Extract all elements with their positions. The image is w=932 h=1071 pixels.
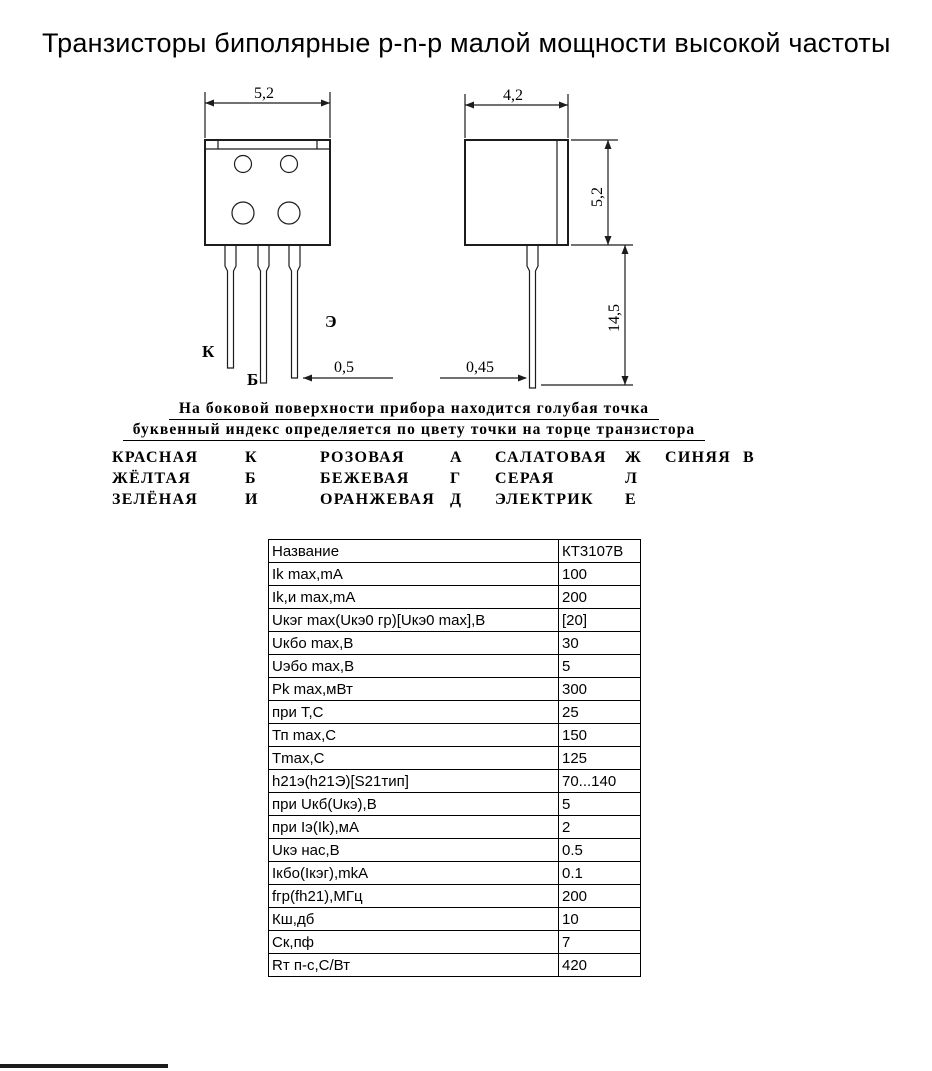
parameter-value: 200 (559, 586, 641, 609)
parameter-name: Iкбо(Iкэг),mkA (269, 862, 559, 885)
parameter-row (269, 540, 641, 563)
hole-circle (232, 202, 254, 224)
parameter-value: 150 (559, 724, 641, 747)
parameters-table (268, 539, 641, 977)
parameter-name: Ik max,mA (269, 563, 559, 586)
index-letter: Д (450, 491, 463, 508)
note-line (0, 399, 828, 420)
parameter-value: 200 (559, 885, 641, 908)
parameter-name: Название (269, 540, 559, 563)
parameter-name: при Uкб(Uкэ),В (269, 793, 559, 816)
parameter-name: Ik,и max,mA (269, 586, 559, 609)
color-name: БЕЖЕВАЯ (320, 470, 410, 487)
index-letter: А (450, 449, 463, 466)
parameter-name: fгр(fh21),МГц (269, 885, 559, 908)
parameter-row (269, 678, 641, 701)
emitter-pin-label: Э (325, 312, 337, 331)
index-letter: Л (625, 470, 639, 487)
color-code-table-body (112, 449, 793, 512)
parameter-row (269, 931, 641, 954)
hole-circle (278, 202, 300, 224)
index-letter: Ж (625, 449, 643, 466)
parameter-name: Кш,дб (269, 908, 559, 931)
index-letter (743, 491, 793, 512)
parameter-value: КТ3107В (559, 540, 641, 563)
parameter-row (269, 908, 641, 931)
color-code-row (112, 491, 793, 512)
parameter-row (269, 701, 641, 724)
parameter-value: [20] (559, 609, 641, 632)
parameter-value: 10 (559, 908, 641, 931)
bottom-edge-line (0, 1064, 168, 1068)
parameter-name: Uкэг max(Uкэ0 гр)[Uкэ0 max],В (269, 609, 559, 632)
parameter-name: Тmax,С (269, 747, 559, 770)
parameter-row (269, 586, 641, 609)
parameter-value: 0.5 (559, 839, 641, 862)
parameter-name: Тп max,С (269, 724, 559, 747)
parameter-value: 100 (559, 563, 641, 586)
front-width-dim-label: 5,2 (254, 85, 274, 102)
note-text: буквенный индекс определяется по цвету точки на торце транзистора (123, 420, 706, 441)
color-name: САЛАТОВАЯ (495, 449, 607, 466)
parameter-name: Uэбо max,В (269, 655, 559, 678)
parameter-name: Ск,пф (269, 931, 559, 954)
color-code-table (112, 449, 793, 512)
parameter-row (269, 793, 641, 816)
base-lead (258, 245, 269, 383)
note-line (0, 420, 828, 441)
parameter-value: 25 (559, 701, 641, 724)
parameter-value: 5 (559, 793, 641, 816)
parameter-value: 2 (559, 816, 641, 839)
parameter-value: 300 (559, 678, 641, 701)
parameter-value: 125 (559, 747, 641, 770)
hole-circle (235, 156, 252, 173)
side-height-dim-label: 5,2 (589, 187, 606, 207)
parameter-row (269, 954, 641, 977)
package-drawings (0, 80, 932, 400)
side-lead-dim-label: 0,45 (466, 359, 494, 376)
side-width-dim-label: 4,2 (503, 87, 523, 104)
parameter-row (269, 862, 641, 885)
index-letter: И (245, 491, 259, 508)
collector-pin-label: К (202, 342, 215, 361)
parameter-name: Uкбо max,В (269, 632, 559, 655)
parameter-name: h21э(h21Э)[S21тип] (269, 770, 559, 793)
color-name: ЖЁЛТАЯ (112, 470, 192, 487)
parameter-row (269, 724, 641, 747)
front-body-outline (205, 140, 330, 245)
base-pin-label: Б (247, 370, 259, 389)
front-view-drawing (202, 85, 393, 389)
collector-lead (225, 245, 236, 368)
index-letter: К (245, 449, 258, 466)
parameter-value: 7 (559, 931, 641, 954)
parameter-name: Pk max,мВт (269, 678, 559, 701)
parameter-row (269, 770, 641, 793)
parameter-name: Rт п-с,С/Вт (269, 954, 559, 977)
color-code-row (112, 449, 793, 470)
index-letter: В (743, 449, 755, 466)
page-title: Транзисторы биполярные p-n-p малой мощности высокой частоты (42, 28, 891, 58)
parameter-row (269, 747, 641, 770)
notes-block (0, 399, 828, 441)
parameter-row (269, 885, 641, 908)
color-name: РОЗОВАЯ (320, 449, 405, 466)
parameter-row (269, 632, 641, 655)
index-letter (743, 470, 793, 491)
color-name: КРАСНАЯ (112, 449, 199, 466)
side-view-drawing (440, 87, 633, 388)
parameters-table-body (269, 540, 641, 977)
color-name: ОРАНЖЕВАЯ (320, 491, 436, 508)
parameter-row (269, 609, 641, 632)
color-name: СЕРАЯ (495, 470, 555, 487)
emitter-lead (289, 245, 300, 378)
parameter-value: 5 (559, 655, 641, 678)
color-code-row (112, 470, 793, 491)
color-name (665, 491, 743, 512)
parameter-value: 0.1 (559, 862, 641, 885)
parameter-name: при Т,С (269, 701, 559, 724)
index-letter: Г (450, 470, 462, 487)
lead-length-dim-label: 14,5 (606, 304, 623, 332)
color-name: СИНЯЯ (665, 449, 732, 466)
index-letter: Б (245, 470, 257, 487)
parameter-value: 70...140 (559, 770, 641, 793)
parameter-value: 420 (559, 954, 641, 977)
color-name (665, 470, 743, 491)
color-name: ЭЛЕКТРИК (495, 491, 594, 508)
parameter-row (269, 816, 641, 839)
side-lead (527, 245, 538, 388)
parameter-name: Uкэ нас,В (269, 839, 559, 862)
color-name: ЗЕЛЁНАЯ (112, 491, 199, 508)
parameter-name: при Iэ(Ik),мА (269, 816, 559, 839)
parameter-row (269, 563, 641, 586)
side-body-outline (465, 140, 568, 245)
hole-circle (281, 156, 298, 173)
parameter-row (269, 655, 641, 678)
note-text: На боковой поверхности прибора находится голубая точка (169, 399, 659, 420)
front-lead-dim-label: 0,5 (334, 359, 354, 376)
parameter-value: 30 (559, 632, 641, 655)
parameter-row (269, 839, 641, 862)
index-letter: Е (625, 491, 637, 508)
